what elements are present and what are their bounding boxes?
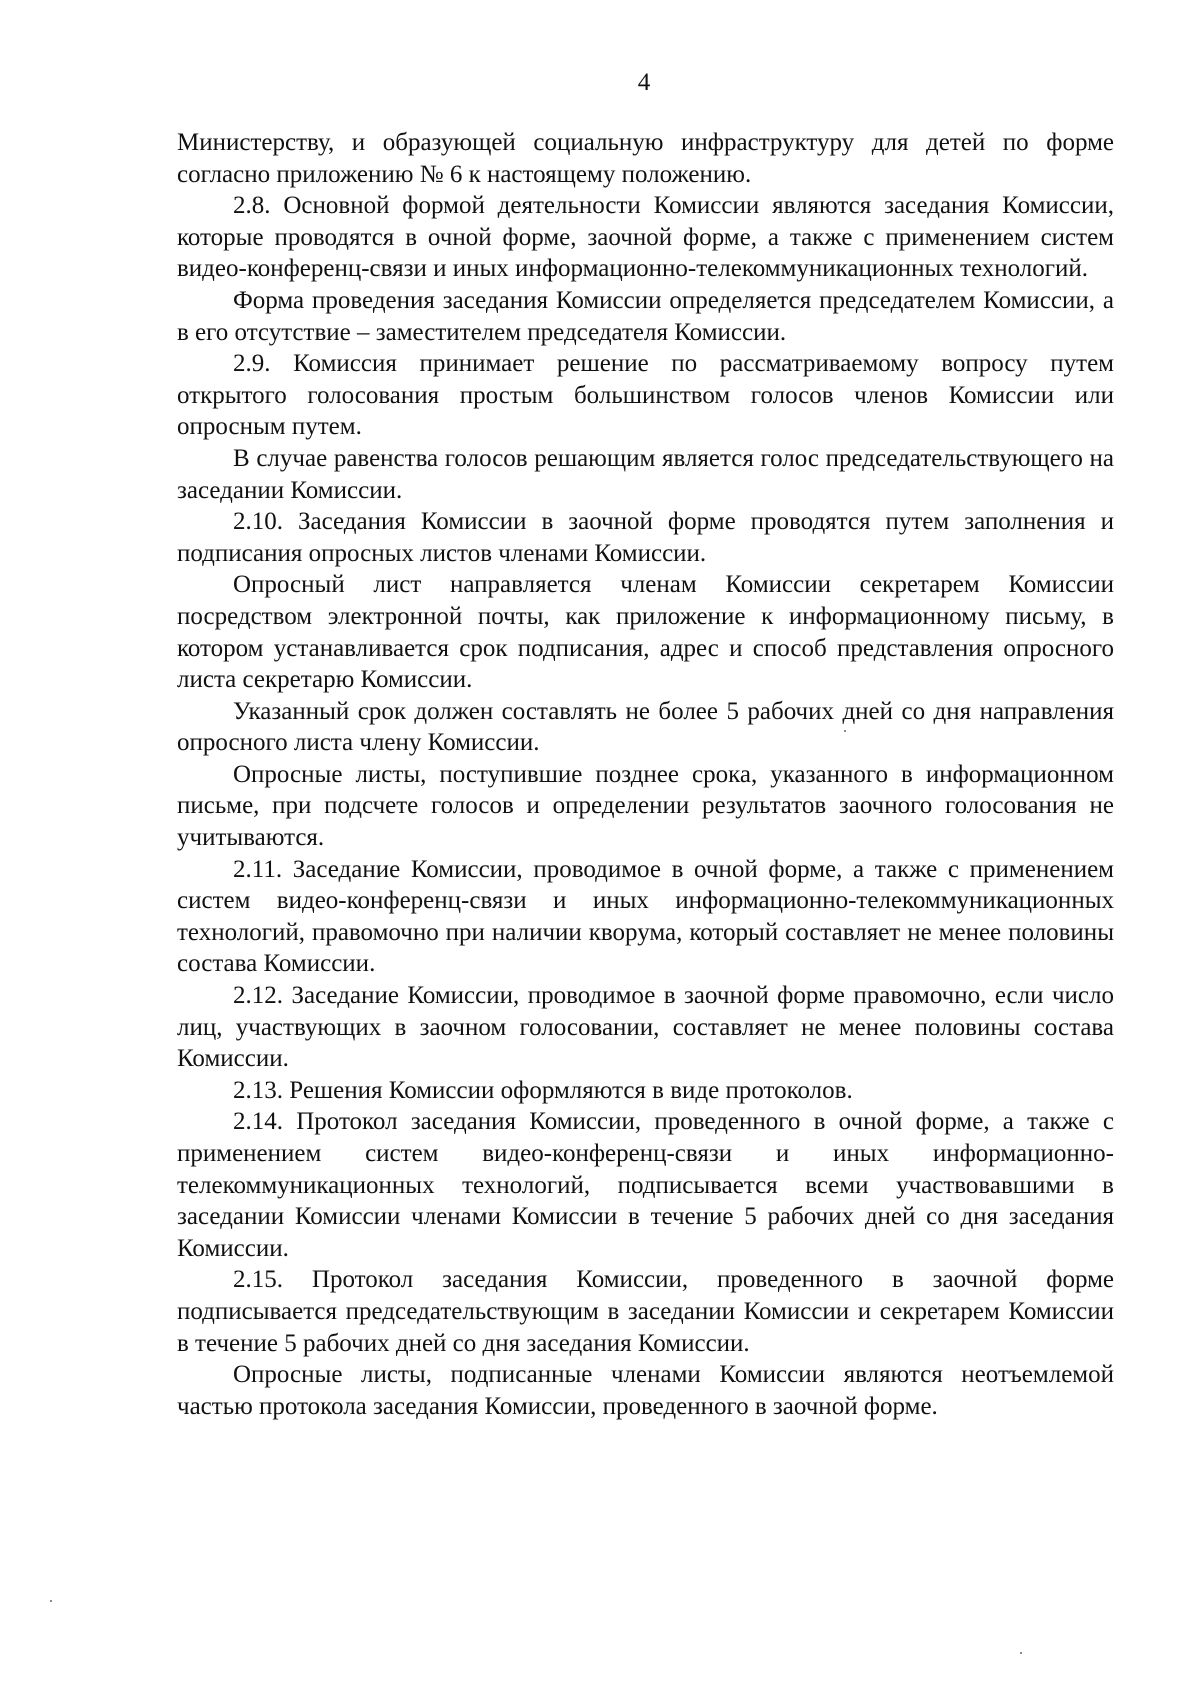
paragraph-2-12: 2.12. Заседание Комиссии, проводимое в заочной форме правомочно, если число лиц, участвующих в заочном голосовании, составляет не менее половины состава Комиссии.: [177, 982, 1114, 1073]
document-body: [177, 127, 1114, 1422]
paragraph-2-9: 2.9. Комиссия принимает решение по рассматриваемому вопросу путем открытого голосования простым большинством голосов членов Комиссии или опросным путем.: [177, 350, 1114, 441]
paragraph-2-14: 2.14. Протокол заседания Комиссии, проведенного в очной форме, а также с применением систем видео-конференц-связи и иных информационно-телекоммуникационных технологий, подписывается всеми участвовавшими в заседании Комиссии членами Комиссии в течение 5 рабочих дней со дня заседания Комиссии.: [177, 1108, 1114, 1262]
paragraph-signed-sheets: Опросные листы, подписанные членами Комиссии являются неотъемлемой частью протокола заседания Комиссии, проведенного в заочной форме.: [177, 1361, 1114, 1420]
scan-speck: [50, 1600, 52, 1602]
scan-speck: [1020, 1652, 1022, 1654]
paragraph-2-15: 2.15. Протокол заседания Комиссии, проведенного в заочной форме подписывается председательствующим в заседании Комиссии и секретарем Комиссии в течение 5 рабочих дней со дня заседания Комиссии.: [177, 1266, 1114, 1357]
page-number: 4: [637, 69, 651, 96]
paragraph-2-10: 2.10. Заседания Комиссии в заочной форме проводятся путем заполнения и подписания опросных листов членами Комиссии.: [177, 508, 1114, 567]
paragraph-meeting-form: Форма проведения заседания Комиссии определяется председателем Комиссии, а в его отсутствие – заместителем председателя Комиссии.: [177, 286, 1114, 346]
paragraph-late-sheets: Опросные листы, поступившие позднее срока, указанного в информационном письме, при подсчете голосов и определении результатов заочного голосования не учитываются.: [177, 760, 1114, 852]
paragraph-deadline: Указанный срок должен составлять не более 5 рабочих дней со дня направления опросного листа члену Комиссии.: [177, 697, 1114, 757]
paragraph-2-8: 2.8. Основной формой деятельности Комиссии являются заседания Комиссии, которые проводятся в очной форме, заочной форме, а также с применением систем видео-конференц-связи и иных информационно-телекоммуникационных технологий.: [177, 192, 1114, 283]
paragraph-continuation: Министерству, и образующей социальную инфраструктуру для детей по форме согласно приложению № 6 к настоящему положению.: [177, 129, 1114, 188]
paragraph-2-11: 2.11. Заседание Комиссии, проводимое в очной форме, а также с применением систем видео-конференц-связи и иных информационно-телекоммуникационных технологий, правомочно при наличии кворума, который составляет не менее половины состава Комиссии.: [177, 855, 1114, 978]
paragraph-2-13: 2.13. Решения Комиссии оформляются в виде протоколов.: [233, 1076, 853, 1104]
paragraph-survey-sheet: Опросный лист направляется членам Комиссии секретарем Комиссии посредством электронной почты, как приложение к информационному письму, в котором устанавливается срок подписания, адрес и способ представления опросного листа секретарю Комиссии.: [177, 571, 1114, 694]
paragraph-tie-vote: В случае равенства голосов решающим является голос председательствующего на заседании Комиссии.: [177, 444, 1114, 504]
scan-speck: [844, 730, 846, 732]
